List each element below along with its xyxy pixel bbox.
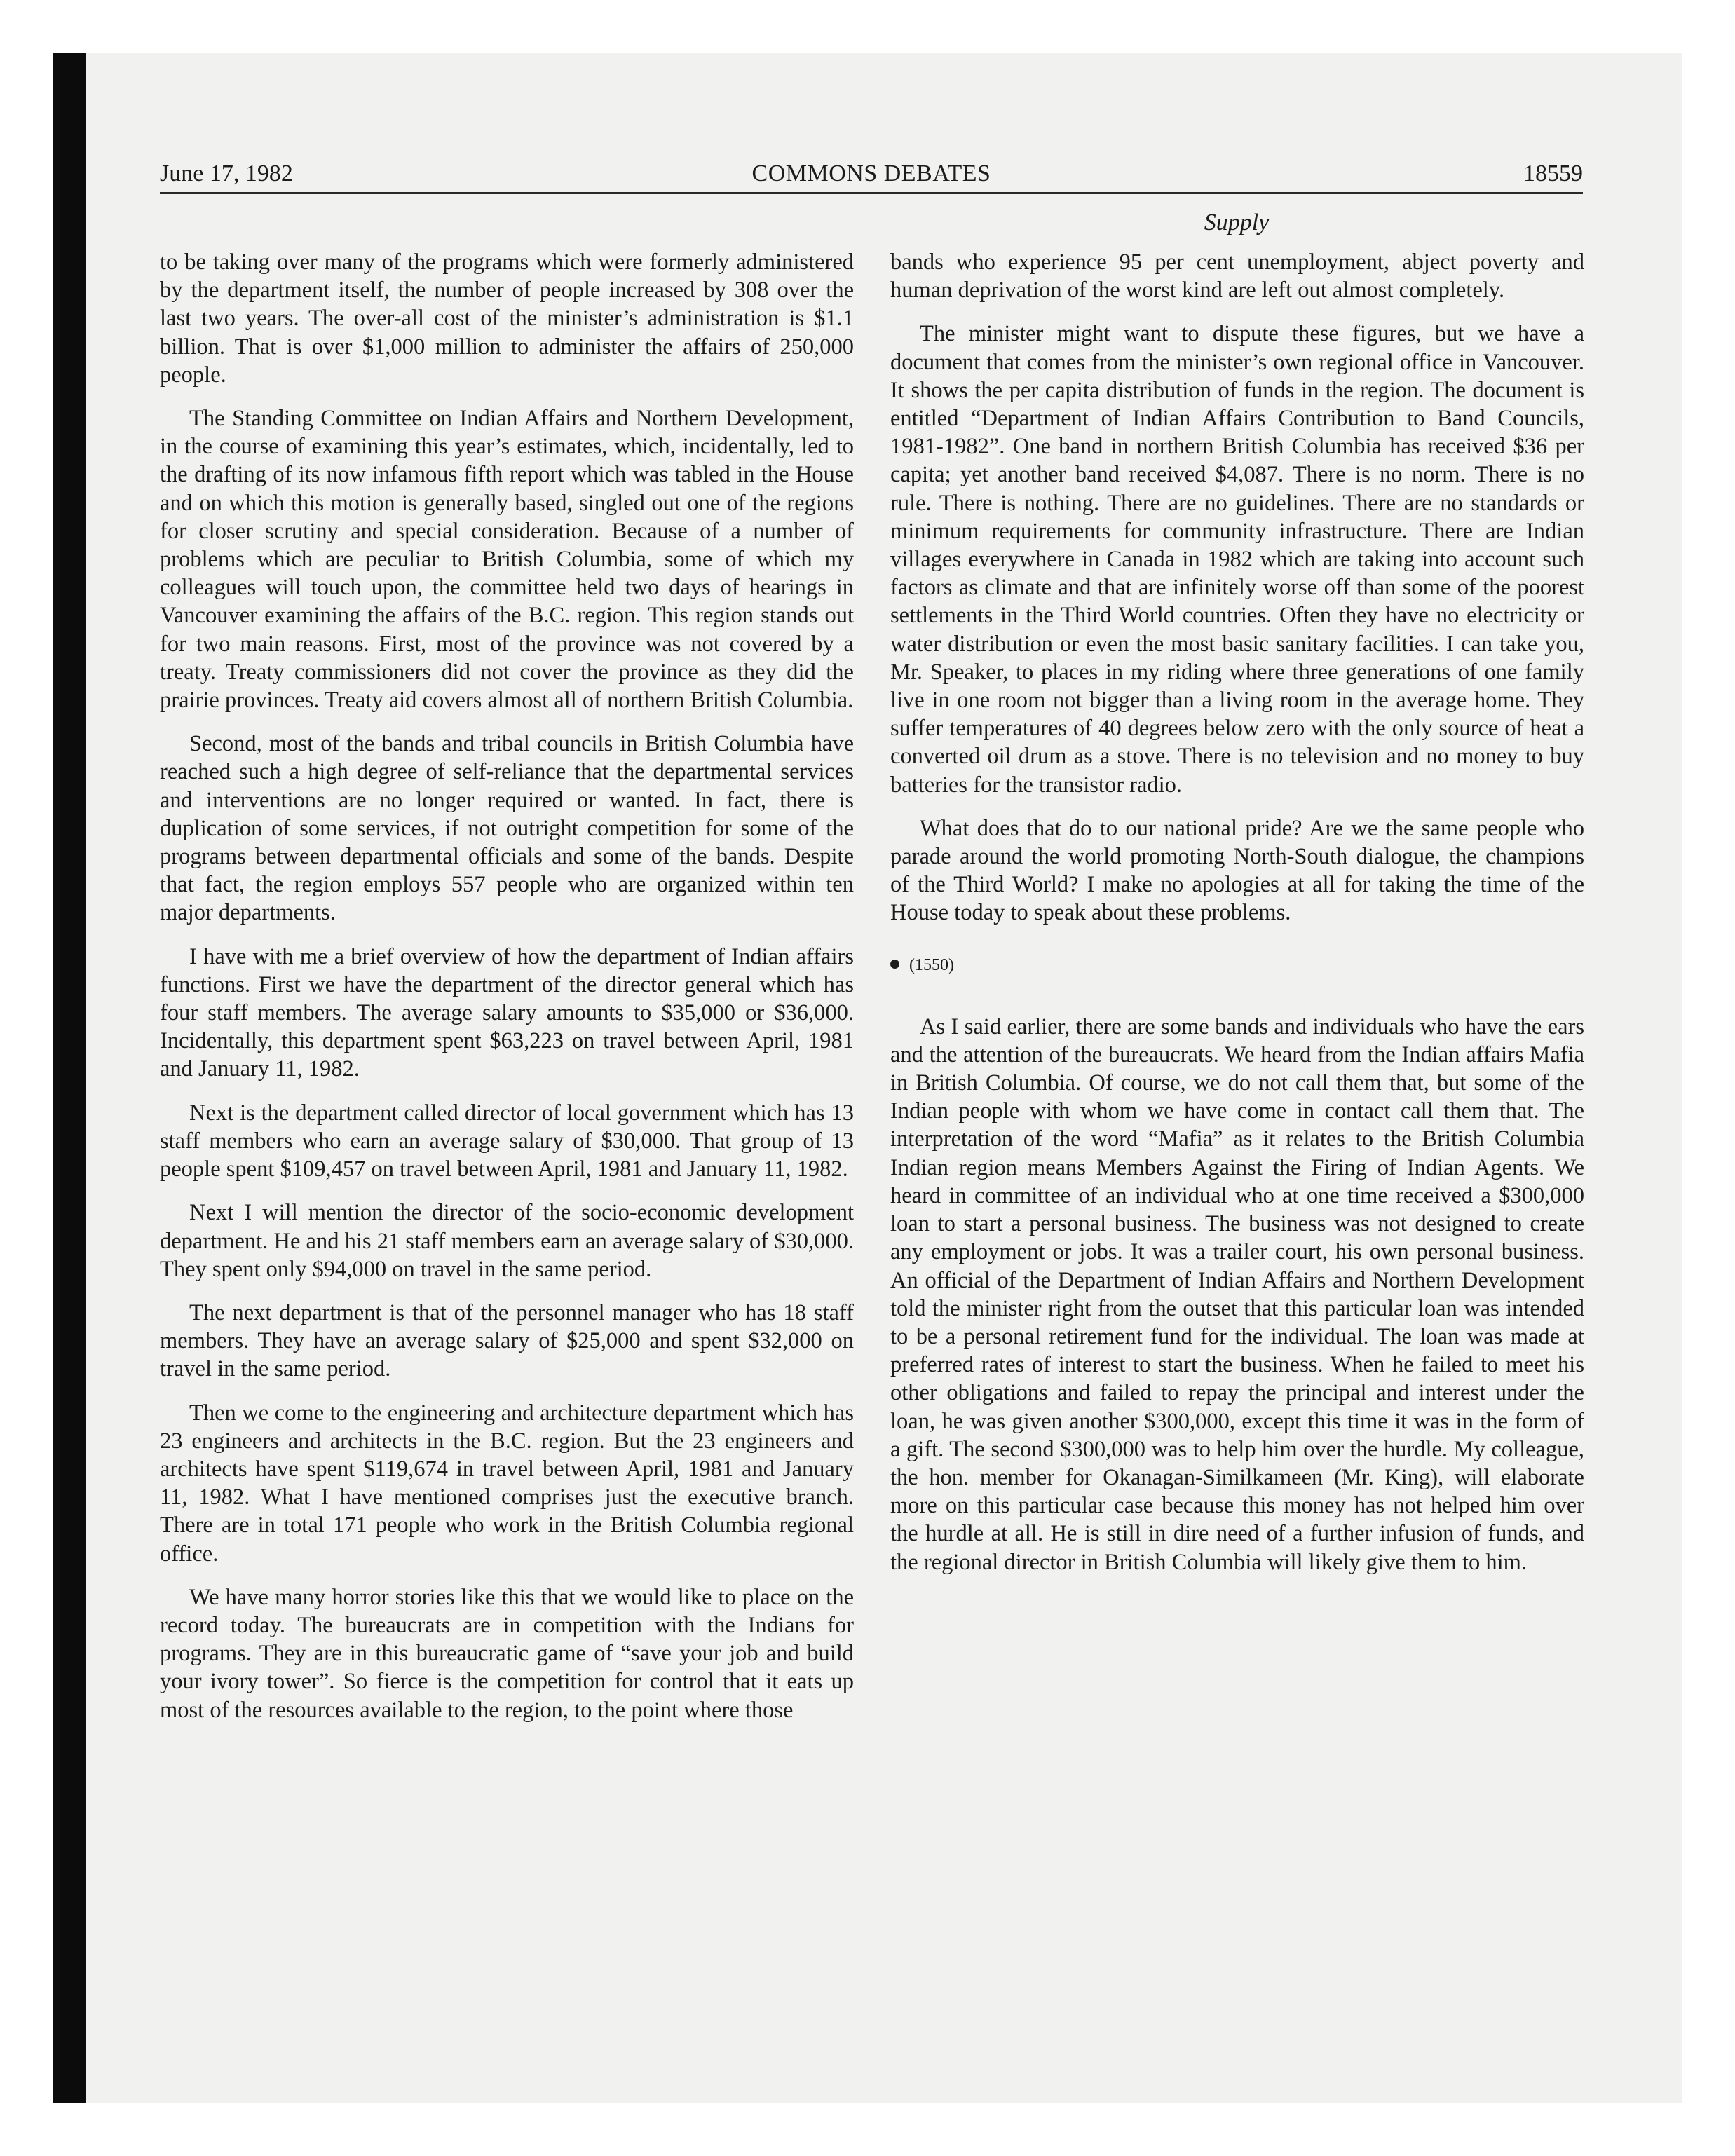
paragraph: to be taking over many of the programs which were formerly administered by the department itself, the number of people increased by 308 over the last two years. The over-all cost of the minister’s administration is $1.1 billion. That is over $1,000 million to administer the affairs of 250,000 people. [160,250,854,388]
paragraph: We have many horror stories like this that we would like to place on the record today. The bureaucrats are in competition with the Indians for programs. They are in this bureaucratic game of “save your job and build your ivory tower”. So fierce is the competition for control that it eats up most of the resources available to the region, to the point where those [160,1584,854,1723]
paragraph: Second, most of the bands and tribal councils in British Columbia have reached such a high degree of self-reliance that the departmental services and interventions are no longer required or wanted. In fact, there is duplication of some services, if not outright competition for some of the programs between departmental officials and some of the bands. Despite that fact, the region employs 557 people who are organized within ten major departments. [160,731,854,926]
scan-edge-bar [53,53,86,2103]
bullet-icon [890,960,899,969]
time-marker [890,951,1584,979]
right-column [890,248,1584,1576]
paragraph: What does that do to our national pride? Are we the same people who parade around the world promoting North-South dialogue, the champions of the Third World? I make no apologies at all for taking the time of the House today to speak about these problems. [890,815,1584,926]
time-marker-text: (1550) [909,955,954,974]
paragraph: As I said earlier, there are some bands and individuals who have the ears and the attention of the bureaucrats. We heard from the Indian affairs Mafia in British Columbia. Of course, we do not call them that, but some of the Indian people with whom we have come in contact call them that. The interpretation of the word “Mafia” as it relates to the British Columbia Indian region means Members Against the Firing of Indian Agents. We heard in committee of an individual who at one time received a $300,000 loan to start a personal business. The business was not designed to create any employment or jobs. It was a trailer court, his own personal business. An official of the Department of Indian Affairs and Northern Development told the minister right from the outset that this particular loan was intended to be a personal retirement fund for the individual. The loan was made at preferred rates of interest to start the business. When he failed to meet his other obligations and failed to repay the principal and interest under the loan, he was given another $300,000, except this time it was in the form of a gift. The second $300,000 was to help him over the hurdle. My colleague, the hon. member for Okanagan-Similkameen (Mr. King), will elaborate more on this particular case because this money has not helped him over the hurdle at all. He is still in dire need of a further infusion of funds, and the regional director in British Columbia will likely give them to him. [890,1014,1584,1575]
header-rule [160,192,1583,194]
paragraph: Next I will mention the director of the socio-economic development department. He and his 21 staff members earn an average salary of $30,000. They spent only $94,000 on travel in the same period. [160,1200,854,1282]
header-date: June 17, 1982 [160,161,293,186]
paragraph: bands who experience 95 per cent unemployment, abject poverty and human deprivation of the worst kind are left out almost completely. [890,250,1584,303]
paragraph: The Standing Committee on Indian Affairs and Northern Development, in the course of examining this year’s estimates, which, incidentally, led to the drafting of its now infamous fifth report which was tabled in the House and on which this motion is generally based, singled out one of the regions for closer scrutiny and special consideration. Because of a number of problems which are peculiar to British Columbia, some of which my colleagues will touch upon, the committee held two days of hearings in Vancouver examining the affairs of the B.C. region. This region stands out for two main reasons. First, most of the province was not covered by a treaty. Treaty commissioners did not cover the province as they did the prairie provinces. Treaty aid covers almost all of northern British Columbia. [160,406,854,714]
paragraph: Then we come to the engineering and architecture department which has 23 engineers and architects in the B.C. region. But the 23 engineers and architects have spent $119,674 in travel between April, 1981 and January 11, 1982. What I have mentioned comprises just the executive branch. There are in total 171 people who work in the British Columbia regional office. [160,1400,854,1567]
running-header [160,158,1583,189]
paragraph: The minister might want to dispute these figures, but we have a document that comes from the minister’s own regional office in Vancouver. It shows the per capita distribution of funds in the region. The document is entitled “Department of Indian Affairs Contribution to Band Councils, 1981-1982”. One band in northern British Columbia has received $36 per capita; yet another band received $4,087. There is no norm. There is no rule. There is nothing. There are no guidelines. There are no standards or minimum requirements for community infrastructure. There are Indian villages everywhere in Canada in 1982 which are taking into account such factors as climate and that are infinitely worse off than some of the poorest settlements in the Third World countries. Often they have no electricity or water distribution or even the most basic sanitary facilities. I can take you, Mr. Speaker, to places in my riding where three generations of one family live in one room not bigger than a living room in the average home. They suffer temperatures of 40 degrees below zero with the only source of heat a converted oil drum as a stove. There is no television and no money to buy batteries for the transistor radio. [890,321,1584,798]
paragraph: The next department is that of the personnel manager who has 18 staff members. They have an average salary of $25,000 and spent $32,000 on travel in the same period. [160,1299,854,1382]
left-column [160,248,854,1724]
paragraph: Next is the department called director of local government which has 13 staff members who earn an average salary of $30,000. That group of 13 people spent $109,457 on travel between April, 1981 and January 11, 1982. [160,1100,854,1182]
paragraph: I have with me a brief overview of how the department of Indian affairs functions. First we have the department of the director general which has four staff members. The average salary amounts to $35,000 or $36,000. Incidentally, this department spent $63,223 on travel between April, 1981 and January 11, 1982. [160,943,854,1082]
header-title: COMMONS DEBATES [751,161,991,186]
page-number: 18559 [1523,161,1583,186]
section-label: Supply [1204,210,1270,236]
